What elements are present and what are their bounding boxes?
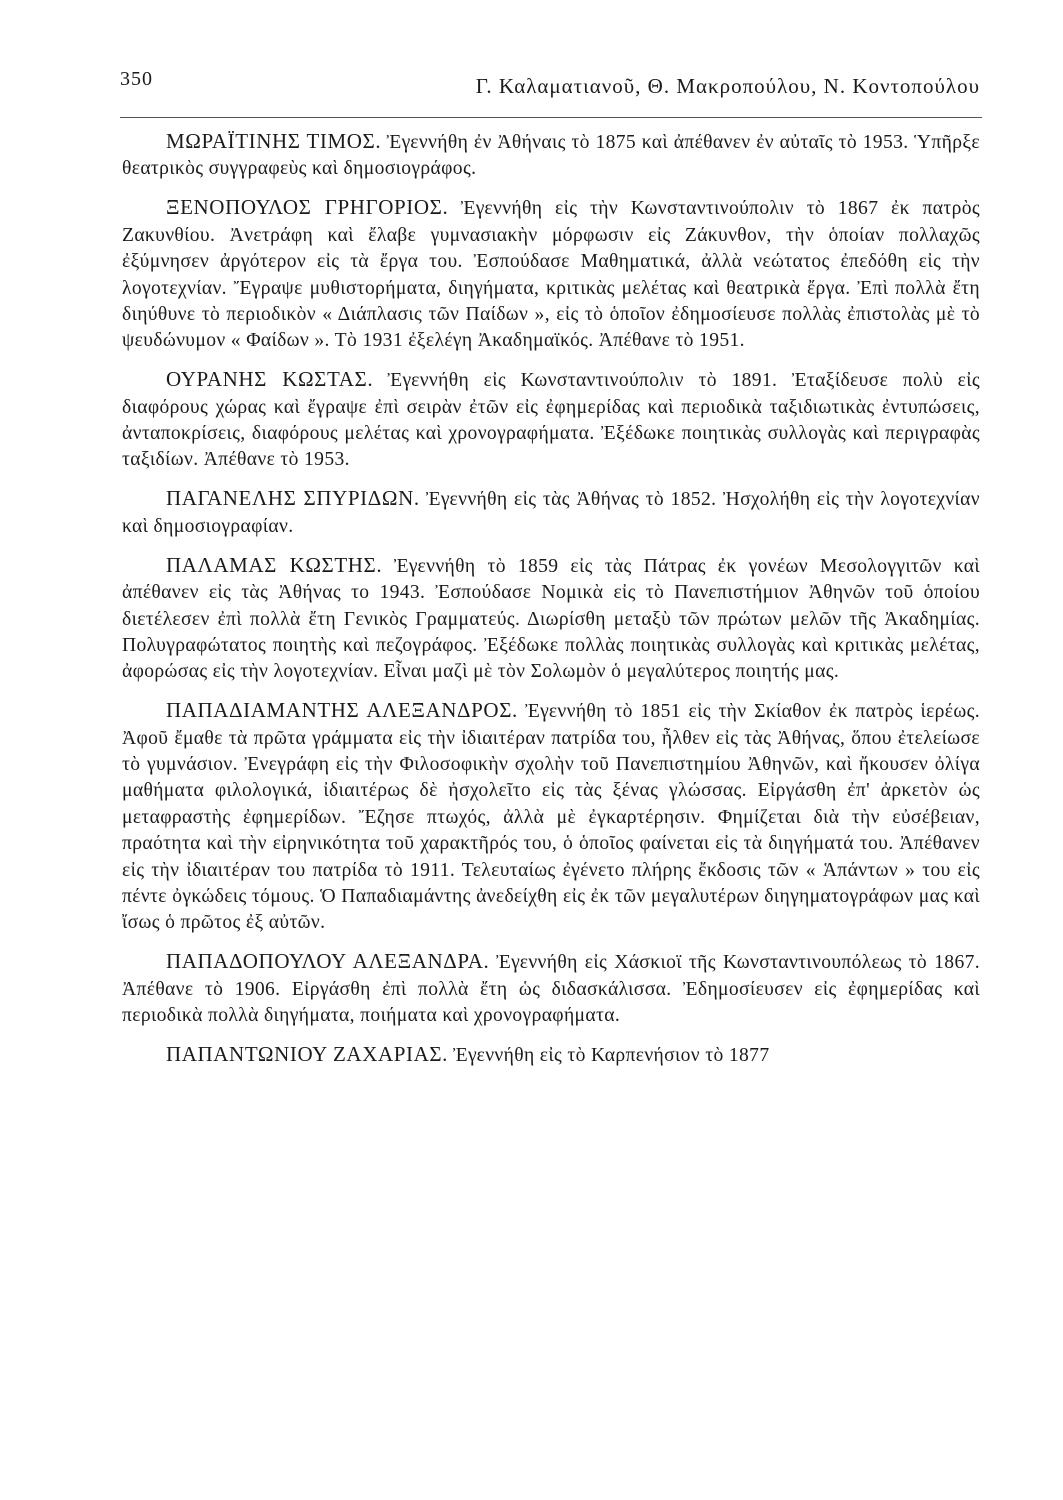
header-rule [120, 117, 982, 118]
entry-papantoniou [122, 1041, 980, 1069]
entry-text: Ἐγεννήθη εἰς τὸ Καρπενήσιον τὸ 1877 [452, 1045, 770, 1067]
entry-name: ΞΕΝΟΠΟΥΛΟΣ ΓΡΗΓΟΡΙΟΣ. [166, 195, 449, 220]
entry-text: Ἐγεννήθη τὸ 1859 εἰς τὰς Πάτρας ἐκ γονέων Μεσολογγιτῶν καὶ ἀπέθανεν εἰς τὰς Ἀθήνας το 1943. Ἐσπούδασε Νομικὰ εἰς τὸ Πανεπιστήμιον Ἀθηνῶν τοῦ ὁποίου διετέλεσεν ἐπὶ πολλὰ ἔτη Γενικὸς Γραμματεύς. Διωρίσθη μεταξὺ τῶν πρώτων μελῶν τῆς Ἀκαδημίας. Πολυγραφώτατος ποιητὴς καὶ πεζογράφος. Ἐξέδωκε πολλὰς ποιητικὰς συλλογὰς καὶ κριτικὰς μελέτας, ἀφορώσας εἰς τὴν λογοτεχνίαν. Εἶναι μαζὶ μὲ τὸν Σολωμὸν ὁ μεγαλύτερος ποιητής μας. [122, 555, 980, 683]
entry-paganelis [122, 485, 980, 540]
entry-papadopoulou [122, 948, 980, 1029]
page-header [120, 68, 980, 108]
entry-text: Ἐγεννήθη τὸ 1851 εἰς τὴν Σκίαθον ἐκ πατρὸς ἱερέως. Ἀφοῦ ἔμαθε τὰ πρῶτα γράμματα εἰς τὴν ἰδιαιτέραν πατρίδα του, ἦλθεν εἰς τὰς Ἀθήνας, ὅπου ἐτελείωσε τὸ γυμνάσιον. Ἐνεγράφη εἰς τὴν Φιλοσοφικὴν σχολὴν τοῦ Πανεπιστημίου Ἀθηνῶν, καὶ ἤκουσεν ὀλίγα μαθήματα φιλολογικά, ἰδιαιτέρως δὲ ἠσχολεῖτο εἰς τὰς ξένας γλώσσας. Εἰργάσθη ἐπ' ἀρκετὸν ὡς μεταφραστὴς ἐφημερίδων. Ἔζησε πτωχός, ἀλλὰ μὲ ἐγκαρτέρησιν. Φημίζεται διὰ τὴν εὐσέβειαν, πραότητα καὶ τὴν εἰρηνικότητα τοῦ χαρακτῆρός του, ὁ ὁποῖος φαίνεται εἰς τὰ διηγήματά του. Ἀπέθανεν εἰς τὴν ἰδιαιτέραν του πατρίδα τὸ 1911. Τελευταίως ἐγένετο πλήρης ἔκδοσις τῶν « Ἁπάντων » του εἰς πέντε ὀγκώδεις τόμους. Ὁ Παπαδιαμάντης ἀνεδείχθη εἰς ἐκ τῶν μεγαλυτέρων διηγηματογράφων μας καὶ ἴσως ὁ πρῶτος ἐξ αὐτῶν. [122, 701, 980, 934]
entry-palamas [122, 552, 980, 686]
entry-name: ΠΑΓΑΝΕΛΗΣ ΣΠΥΡΙΔΩΝ. [166, 486, 420, 511]
entry-ouranis [122, 366, 980, 474]
entry-xenopoulos [122, 194, 980, 354]
entry-text: Ἐγεννήθη εἰς Χάσκιοϊ τῆς Κωνσταντινουπόλεως τὸ 1867. Ἀπέθανε τὸ 1906. Εἰργάσθη ἐπὶ πολλὰ ἔτη ὡς διδασκάλισσα. Ἐδημοσίευσεν εἰς ἐφημερίδας καὶ περιοδικὰ πολλὰ διηγήματα, ποιήματα καὶ χρονογραφήματα. [122, 952, 980, 1027]
entry-name: ΠΑΠΑΝΤΩΝΙΟΥ ΖΑΧΑΡΙΑΣ. [166, 1042, 449, 1067]
entry-name: ΜΩΡΑΪΤΙΝΗΣ ΤΙΜΟΣ. [166, 129, 382, 153]
entry-name: ΟΥΡΑΝΗΣ ΚΩΣΤΑΣ. [166, 367, 374, 392]
running-head: Γ. Καλαματιανοῦ, Θ. Μακροπούλου, Ν. Κοντοπούλου [475, 74, 980, 98]
entry-text: Ἐγεννήθη εἰς τὰς Ἀθήνας τὸ 1852. Ἠσχολήθη εἰς τὴν λογοτεχνίαν καὶ δημοσιογραφίαν. [122, 489, 980, 537]
entry-text: Ἐγεννήθη ἐν Ἀθήναις τὸ 1875 καὶ ἀπέθανεν ἐν αὐταῖς τὸ 1953. Ὑπῆρξε θεατρικὸς συγγραφεὺς καὶ δημοσιογράφος. [122, 132, 980, 180]
entry-name: ΠΑΠΑΔΟΠΟΥΛΟΥ ΑΛΕΞΑΝΔΡΑ. [166, 949, 490, 974]
entry-name: ΠΑΠΑΔΙΑΜΑΝΤΗΣ ΑΛΕΞΑΝΔΡΟΣ. [166, 698, 518, 723]
page-number: 350 [120, 68, 153, 90]
entry-moraitinis [122, 128, 980, 183]
entries-list [122, 128, 980, 1081]
entry-name: ΠΑΛΑΜΑΣ ΚΩΣΤΗΣ. [166, 552, 383, 577]
entry-text: Ἐγεννήθη εἰς τὴν Κωνσταντινούπολιν τὸ 1867 ἐκ πατρὸς Ζακυνθίου. Ἀνετράφη καὶ ἔλαβε γυμνασιακὴν μόρφωσιν εἰς Ζάκυνθον, τὴν ὁποίαν πολλαχῶς ἐξύμνησεν ἀργότερον εἰς τὰ ἔργα του. Ἐσπούδασε Μαθηματικά, ἀλλὰ νεώτατος ἐπεδόθη εἰς τὴν λογοτεχνίαν. Ἔγραψε μυθιστορήματα, διηγήματα, κριτικὰς μελέτας καὶ θεατρικὰ ἔργα. Ἐπὶ πολλὰ ἔτη διηύθυνε τὸ περιοδικὸν « Διάπλασις τῶν Παίδων », εἰς τὸ ὁποῖον ἐδημοσίευσε πολλὰς ἐπιστολὰς μὲ τὸ ψευδώνυμον « Φαίδων ». Τὸ 1931 ἐξελέγη Ἀκαδημαϊκός. Ἀπέθανε τὸ 1951. [122, 198, 981, 352]
entry-text: Ἐγεννήθη εἰς Κωνσταντινούπολιν τὸ 1891. Ἐταξίδευσε πολὺ εἰς διαφόρους χώρας καὶ ἔγραψε ἐπὶ σειρὰν ἐτῶν εἰς ἐφημερίδας καὶ περιοδικὰ ταξιδιωτικὰς ἐντυπώσεις, ἀνταποκρίσεις, διαφόρους μελέτας καὶ χρονογραφήματα. Ἐξέδωκε ποιητικὰς συλλογὰς καὶ περιγραφὰς ταξιδίων. Ἀπέθανε τὸ 1953. [122, 370, 980, 471]
entry-papadiamantis [122, 697, 980, 937]
